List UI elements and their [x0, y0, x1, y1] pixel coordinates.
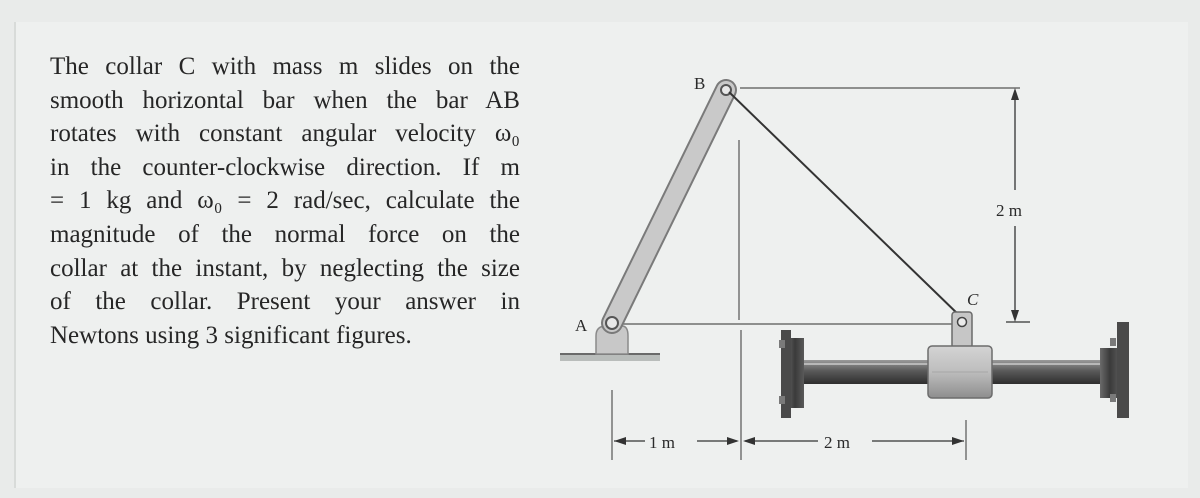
label-c: C: [967, 290, 979, 309]
problem-line: smooth horizontal bar when the bar AB: [50, 86, 520, 114]
collar-pin: [952, 312, 972, 348]
problem-line: = 1 kg and ω₀ = 2 rad/sec, calculate the: [50, 187, 520, 215]
collar-c: [928, 346, 992, 398]
problem-line: rotates with constant angular velocity ω₀: [50, 120, 520, 148]
problem-line: collar at the instant, by neglecting the size: [50, 254, 520, 282]
reference-lines: [612, 88, 1020, 460]
label-a: A: [575, 316, 588, 335]
left-mount: [779, 330, 804, 418]
mechanism-figure: [550, 50, 1190, 490]
problem-line: Newtons using 3 significant figures.: [50, 321, 412, 349]
problem-line: of the collar. Present your answer in: [50, 288, 520, 316]
problem-line: The collar C with mass m slides on the: [50, 53, 520, 80]
dimension-label-2m: 2 m: [824, 433, 850, 452]
pin-a-icon: [606, 317, 618, 329]
dimension-label-1m: 1 m: [649, 433, 675, 452]
right-mount: [1100, 322, 1129, 418]
problem-statement: [50, 50, 520, 352]
dimension-label-vertical: 2 m: [996, 201, 1022, 220]
problem-line: magnitude of the normal force on the: [50, 220, 520, 248]
link-ab: [606, 85, 731, 329]
problem-line: in the counter-clockwise direction. If m: [50, 153, 520, 181]
cable-bc: [729, 92, 962, 318]
label-b: B: [694, 74, 706, 93]
